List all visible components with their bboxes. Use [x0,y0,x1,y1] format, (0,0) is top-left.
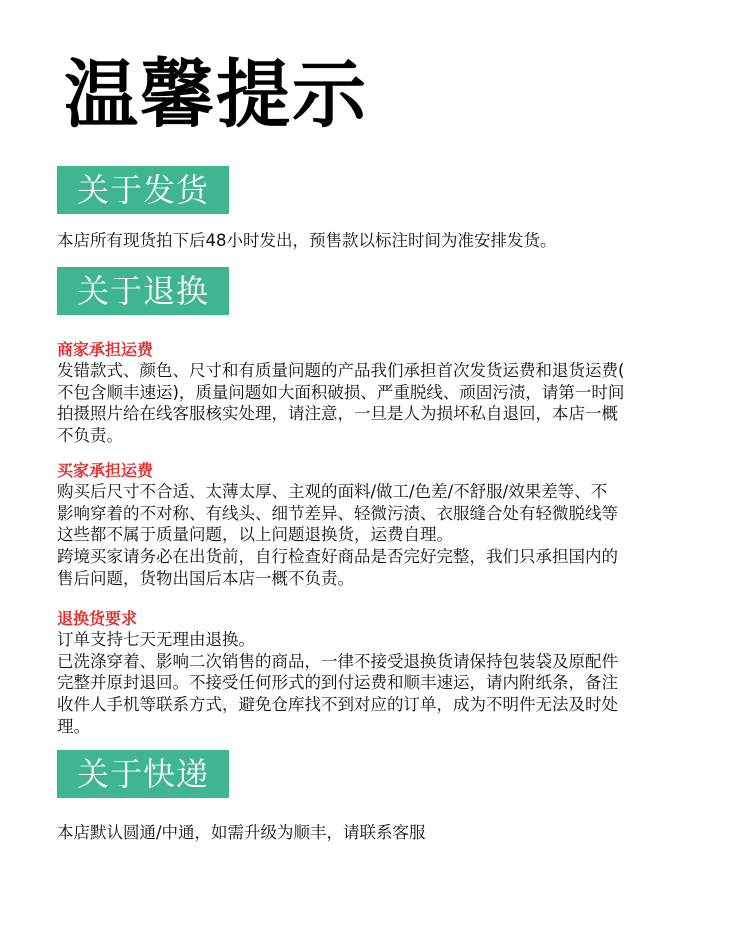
express-text: 本店默认圆通/中通，如需升级为顺丰，请联系客服 [57,823,426,842]
text-line: 订单支持七天无理由退换。 [57,630,255,649]
page-title: 温馨提示 [64,52,368,138]
returns-section-header: 关于退换 [57,267,229,315]
merchant-shipping-label: 商家承担运费 [57,340,154,359]
buyer-shipping-text [57,481,697,590]
text-line: 拍摄照片给在线客服核实处理，请注意，一旦是人为损坏私自退回，本店一概 [57,404,618,424]
text-line: 收件人手机等联系方式，避免仓库找不到对应的订单，成为不明件无法及时处 [57,695,618,715]
buyer-shipping-label: 买家承担运费 [57,461,154,480]
shipping-text: 本店所有现货拍下后48小时发出，预售款以标注时间为准安排发货。 [57,231,557,250]
text-line: 影响穿着的不对称、有线头、细节差异、轻微污渍、衣服缝合处有轻微脱线等 [57,503,618,523]
text-line: 理。 [57,716,90,736]
text-line: 这些都不属于质量问题，以上问题退换货，运费自理。 [57,525,453,545]
text-line: 已洗涤穿着、影响二次销售的商品，一律不接受退换货请保持包装袋及原配件 [57,651,618,671]
merchant-shipping-text [57,360,697,447]
text-line: 购买后尺寸不合适、太薄太厚、主观的面料/做工/色差/不舒服/效果差等、不 [57,482,608,501]
text-line: 完整并原封退回。不接受任何形式的到付运费和顺丰速运，请内附纸条，备注 [57,673,618,693]
express-section-header: 关于快递 [57,750,229,798]
text-line: 跨境买家请务必在出货前，自行检查好商品是否完好完整，我们只承担国内的 [57,547,618,567]
text-line: 不包含顺丰速运)，质量问题如大面积破损、严重脱线、顽固污渍，请第一时间 [57,382,625,402]
return-requirements-text [57,629,697,738]
text-line: 发错款式、颜色、尺寸和有质量问题的产品我们承担首次发货运费和退货运费( [57,361,625,380]
text-line: 售后问题，货物出国后本店一概不负责。 [57,568,354,588]
return-requirements-label: 退换货要求 [57,609,138,628]
shipping-section-header: 关于发货 [57,166,229,214]
text-line: 不负责。 [57,426,123,446]
